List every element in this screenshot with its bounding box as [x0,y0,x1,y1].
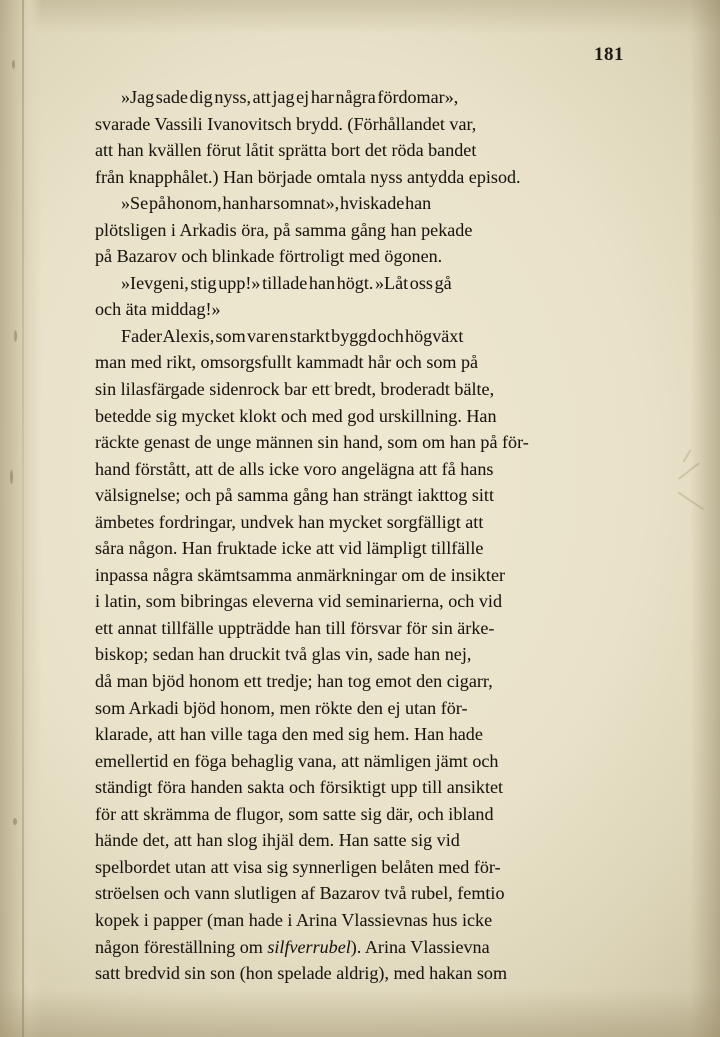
text-line: som Arkadi bjöd honom, men rökte den ej utan för- [95,697,468,718]
text-line: »Jag sade dig nyss, att jag ej har några fördomar», [121,87,459,107]
body-text [95,84,623,987]
text-line: att han kvällen förut låtit sprätta bort det röda bandet [95,140,477,161]
text-line: ströelsen och vann slutligen af Bazarov två rubel, femtio [95,883,505,904]
text-line: svarade Vassili Ivanovitsch brydd. (Förhållandet var, [95,113,477,134]
text-line: emellertid en föga behaglig vana, att nämligen jämt och [95,750,499,771]
text-line: satt bredvid sin son (hon spelade aldrig), med hakan som [95,963,508,984]
text-line: »Ievgeni, stig upp!» tillade han högt. »Låt oss gå [121,272,452,293]
text-line: räckte genast de unge männen sin hand, som om han på för- [95,432,529,453]
text-line: plötsligen i Arkadis öra, på samma gång han pekade [95,219,473,240]
text-line: »Se på honom, han har somnat», hviskade han [121,193,432,214]
text-line: klarade, att han ville taga den med sig hem. Han hade [95,724,483,745]
text-line: för att skrämma de flugor, som satte sig där, och ibland [95,803,494,824]
text-line: ständigt föra handen sakta och försiktigt upp till ansiktet [95,777,504,798]
text-line: hände det, att han slog ihjäl dem. Han satte sig vid [95,830,460,851]
text-line: från knapphålet.) Han började omtala nyss antydda episod. [95,166,521,187]
text-line: ämbetes fordringar, undvek han mycket sorgfälligt att [95,511,484,532]
text-line: hand förstått, att de alls icke voro angelägna att få hans [95,458,494,479]
text-line: då man bjöd honom ett tredje; han tog emot den cigarr, [95,671,493,692]
italic-term: silfverrubel [267,936,351,957]
page-number: 181 [594,44,624,65]
text-line: i latin, som bibringas eleverna vid seminarierna, och vid [95,591,502,612]
text-line: och äta middag!» [95,299,221,320]
text-line: inpassa några skämtsamma anmärkningar om de insikter [95,564,506,585]
text-line: spelbordet utan att visa sig synnerligen belåten med för- [95,856,501,877]
text-line: kopek i papper (man hade i Arina Vlassievnas hus icke [95,909,493,930]
text-line: välsignelse; och på samma gång han strängt iakttog sitt [95,485,494,506]
text-line: någon föreställning om silfverrubel). Arina Vlassievna [95,936,490,957]
text-line: på Bazarov och blinkade förtroligt med ögonen. [95,246,443,267]
text-line: Fader Alexis, som var en starkt byggd och högväxt [121,325,464,346]
text-line: betedde sig mycket klokt och med god urskillning. Han [95,405,497,426]
text-line: man med rikt, omsorgsfullt kammadt hår och som på [95,352,479,373]
text-line: ett annat tillfälle uppträdde han till försvar för sin ärke- [95,617,495,638]
text-line: såra någon. Han fruktade icke att vid lämpligt tillfälle [95,538,484,559]
text-line: biskop; sedan han druckit två glas vin, sade han nej, [95,644,472,665]
text-line: sin lilasfärgade sidenrock bar ett bredt, broderadt bälte, [95,379,495,400]
